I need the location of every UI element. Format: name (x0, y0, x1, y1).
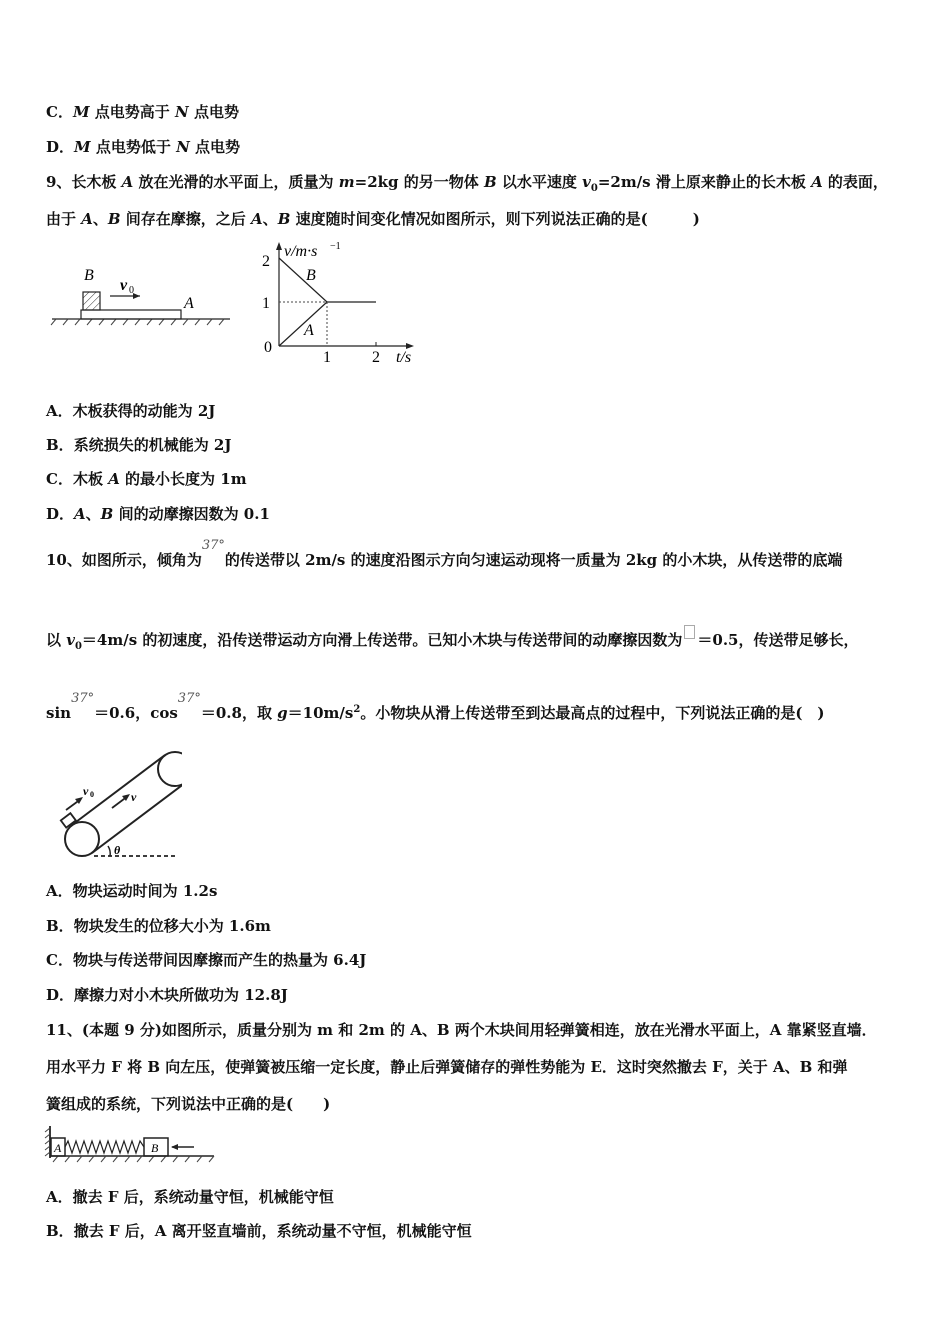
block-b (83, 292, 100, 310)
q11-stem-line1: 11、(本题 9 分)如图所示，质量分别为 m 和 2m 的 A、B 两个木块间用轻弹簧相连，放在光滑水平面上，A 靠紧竖直墙． (46, 1021, 877, 1039)
angle-37: 37° (71, 691, 95, 706)
option-letter: C． (46, 470, 73, 488)
q10-option-c (46, 950, 366, 970)
text: 速度随时间变化情况如图所示，则下列说法正确的是( ) (290, 210, 700, 228)
label-v: v (131, 790, 137, 804)
y-tick-0: 0 (264, 339, 272, 356)
text: ＝0.8，取 (200, 704, 278, 722)
text: ＝4m/s 的初速度，沿传送带运动方向滑上传送带。已知小木块与传送带间的动摩擦因数为 (81, 631, 683, 649)
var: A (108, 470, 120, 488)
q9-option-a (46, 401, 215, 421)
option-letter: A． (46, 882, 73, 900)
var-n: N (176, 138, 190, 156)
var-m: M (74, 138, 91, 156)
q11-option-b (46, 1221, 472, 1241)
q9-stem-line1 (46, 172, 888, 199)
option-letter: D． (46, 505, 75, 523)
x-axis-label: t/s (396, 349, 412, 366)
q8-option-c (46, 102, 239, 122)
var: B (107, 210, 121, 228)
q10-option-a (46, 881, 217, 901)
q11-stem-line3: 簧组成的系统，下列说法中正确的是( ) (46, 1095, 331, 1113)
x-tick-label-2: 2 (372, 349, 380, 366)
subscript: 0 (74, 641, 82, 652)
label-b: B (151, 1141, 159, 1155)
label-v0: v (120, 277, 128, 294)
option-letter: C． (46, 103, 73, 121)
text: ＝0.6，cos (94, 704, 178, 722)
text: 间存在摩擦，之后 (120, 210, 252, 228)
var: A (121, 173, 134, 191)
q9-stem-line2 (46, 209, 700, 229)
board-a (81, 310, 181, 319)
text: 由于 (46, 210, 82, 228)
label-v0-sub: 0 (90, 790, 94, 799)
wood-block (61, 813, 76, 827)
var: A (74, 505, 86, 523)
label-theta: θ (114, 843, 121, 857)
option-text: 撤去 F 后，系统动量守恒，机械能守恒 (72, 1188, 334, 1206)
series-b-line (279, 258, 327, 302)
option-letter: B． (46, 436, 74, 454)
text: 点电势低于 (90, 138, 177, 156)
superscript: 2 (353, 704, 361, 715)
var: B (483, 173, 497, 191)
var: A (251, 210, 263, 228)
q10-option-d (46, 985, 288, 1005)
text: 10、如图所示，倾角为 (46, 551, 202, 569)
var: B (277, 210, 291, 228)
q10-conveyor-figure (54, 742, 182, 866)
q11-spring-figure (44, 1122, 219, 1164)
text: =2m/s 滑上原来静止的长木板 (597, 173, 812, 191)
q10-stem-line3 (46, 691, 825, 725)
q10-option-b (46, 916, 271, 936)
q8-option-d (46, 137, 240, 157)
subscript: 0 (590, 183, 598, 194)
var: B (100, 505, 114, 523)
option-letter: B． (46, 917, 74, 935)
angle-37: 37° (201, 538, 225, 553)
option-text: 撤去 F 后，A 离开竖直墙前，系统动量不守恒，机械能守恒 (73, 1222, 472, 1240)
var: A (811, 173, 823, 191)
q11-option-a (46, 1187, 334, 1207)
q10-stem-line1 (46, 538, 843, 572)
text: 的最小长度为 1m (119, 470, 247, 488)
y-axis-sup: −1 (330, 241, 341, 252)
option-text: 物块运动时间为 1.2s (72, 882, 218, 900)
angle-arc (108, 846, 110, 856)
curve-b-label: B (306, 267, 316, 284)
text: 、 (92, 210, 108, 228)
var: g (277, 704, 288, 722)
floor-hatch (53, 1156, 214, 1162)
belt-bottom (92, 783, 182, 853)
y-axis-arrow (276, 242, 282, 250)
option-letter: A． (46, 402, 73, 420)
text: 放在光滑的水平面上，质量为 (133, 173, 339, 191)
text: 以水平速度 (496, 173, 583, 191)
series-a-line (279, 302, 327, 346)
q9-block-figure (48, 262, 233, 330)
option-text: 物块发生的位移大小为 1.6m (73, 917, 271, 935)
text: ＝10m/s (287, 704, 354, 722)
force-arrow-head (171, 1144, 178, 1150)
option-letter: D． (46, 986, 75, 1004)
y-tick-1: 1 (262, 295, 270, 312)
q11-stem-line2: 用水平力 F 将 B 向左压，使弹簧被压缩一定长度，静止后弹簧储存的弹性势能为 E．这时突然撤去 F，关于 A、B 和弹 (46, 1058, 848, 1076)
arrow-head (133, 293, 140, 299)
option-letter: A． (46, 1188, 73, 1206)
var: v (66, 631, 75, 649)
curve-a-label: A (304, 322, 314, 339)
label-v0-sub: 0 (129, 285, 134, 296)
q9-vt-graph (258, 238, 428, 368)
q9-option-c (46, 469, 247, 489)
text: ＝0.5，传送带足够长， (697, 631, 859, 649)
option-text: 物块与传送带间因摩擦而产生的热量为 6.4J (72, 951, 367, 969)
q9-option-b (46, 435, 231, 455)
text: 9、长木板 (46, 173, 122, 191)
q10-stem-line2 (46, 625, 859, 657)
text: 、 (262, 210, 278, 228)
var: A (81, 210, 93, 228)
option-letter: D． (46, 138, 75, 156)
option-text: 系统损失的机械能为 2J (73, 436, 232, 454)
label-a: A (54, 1141, 62, 1155)
text: 。小物块从滑上传送带至到达最高点的过程中，下列说法正确的是( ) (360, 704, 825, 722)
var: v (582, 173, 591, 191)
spring (65, 1141, 144, 1153)
label-b: B (84, 267, 94, 284)
text: 点电势 (188, 103, 239, 121)
text: 木板 (72, 470, 109, 488)
text: =2kg 的另一物体 (354, 173, 484, 191)
mu-placeholder-icon (684, 625, 695, 639)
text: sin (46, 704, 72, 722)
text: 、 (85, 505, 101, 523)
text: 的表面， (822, 173, 888, 191)
x-tick-label-1: 1 (323, 349, 331, 366)
ground-hatch (51, 319, 224, 325)
option-letter: C． (46, 951, 73, 969)
angle-37: 37° (177, 691, 201, 706)
text: 的传送带以 2m/s 的速度沿图示方向匀速运动现将一质量为 2kg 的小木块，从传送带的底端 (224, 551, 843, 569)
option-text: 木板获得的动能为 2J (72, 402, 216, 420)
option-letter: B． (46, 1222, 74, 1240)
y-tick-2: 2 (262, 253, 270, 270)
label-a: A (184, 295, 194, 312)
text: 间的动摩擦因数为 0.1 (113, 505, 270, 523)
var-m: M (72, 103, 90, 121)
y-axis-label: v/m·s (284, 243, 318, 260)
var: m (338, 173, 355, 191)
option-text: 摩擦力对小木块所做功为 12.8J (74, 986, 288, 1004)
text: 点电势高于 (89, 103, 176, 121)
q9-option-d (46, 504, 270, 524)
text: 以 (46, 631, 67, 649)
text: 点电势 (189, 138, 241, 156)
var-n: N (175, 103, 189, 121)
label-v0: v (83, 784, 89, 798)
